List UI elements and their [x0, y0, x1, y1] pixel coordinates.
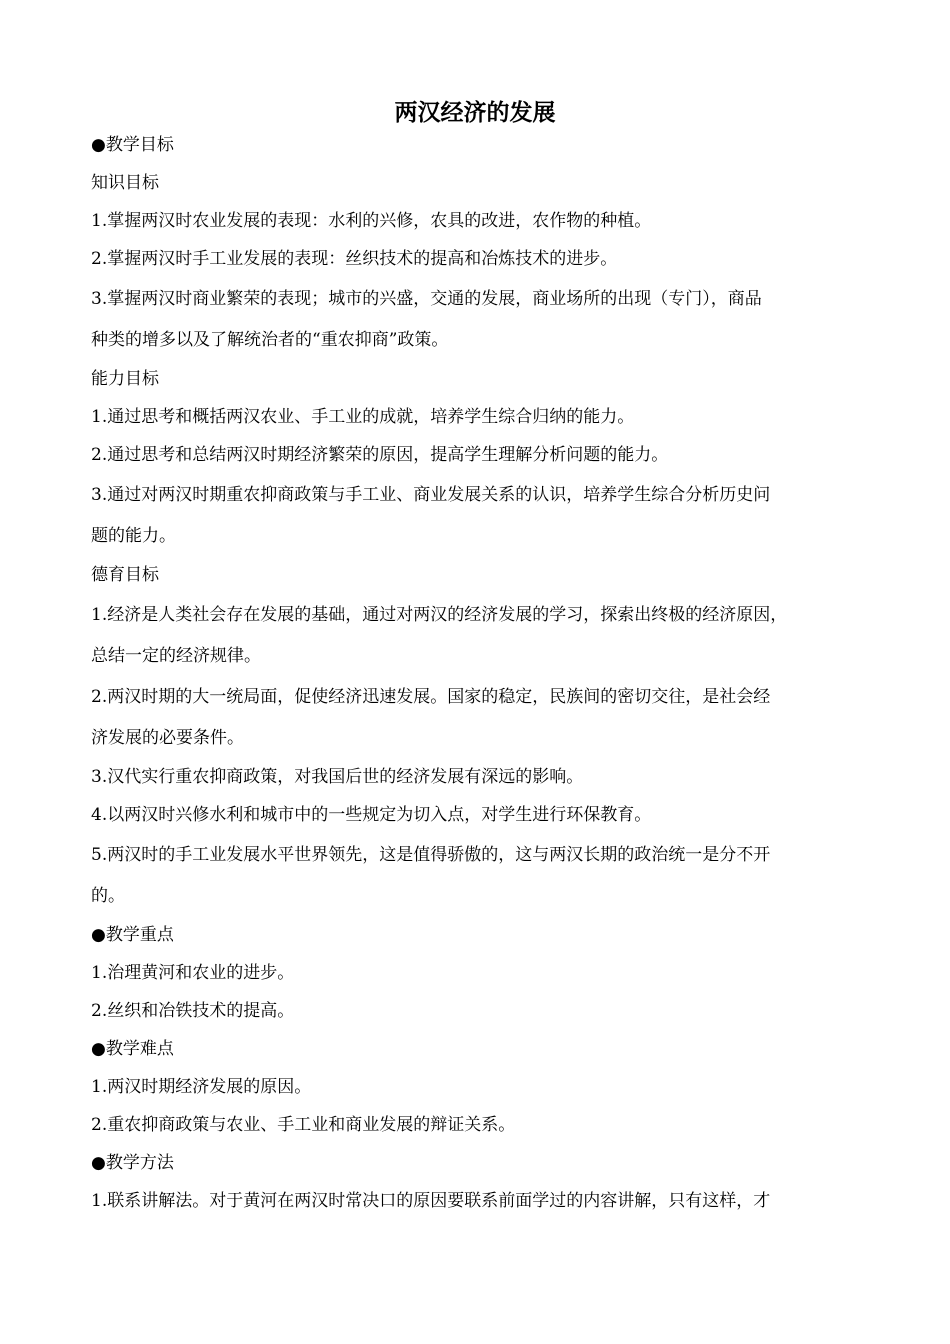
paragraph-line: 题的能力。	[91, 526, 176, 546]
document-title: 两汉经济的发展	[394, 100, 556, 126]
paragraph-line: 3.掌握两汉时商业繁荣的表现；城市的兴盛，交通的发展，商业场所的出现（专门），商品	[91, 289, 762, 309]
paragraph-line: 3.汉代实行重农抑商政策，对我国后世的经济发展有深远的影响。	[91, 767, 584, 787]
paragraph-line: 5.两汉时的手工业发展水平世界领先，这是值得骄傲的，这与两汉长期的政治统一是分不开	[91, 845, 771, 865]
paragraph-line: 的。	[91, 886, 125, 906]
paragraph-line: 1.掌握两汉时农业发展的表现：水利的兴修，农具的改进，农作物的种植。	[91, 211, 652, 231]
paragraph-line: 2.两汉时期的大一统局面，促使经济迅速发展。国家的稳定，民族间的密切交往，是社会经	[91, 687, 771, 707]
paragraph-line: 1.联系讲解法。对于黄河在两汉时常决口的原因要联系前面学过的内容讲解，只有这样，才	[91, 1191, 771, 1211]
paragraph-line: 总结一定的经济规律。	[91, 646, 261, 666]
paragraph-line: 3.通过对两汉时期重农抑商政策与手工业、商业发展关系的认识，培养学生综合分析历史问	[91, 485, 771, 505]
section-heading-difficulties: ●教学难点	[91, 1039, 174, 1059]
paragraph-line: 4.以两汉时兴修水利和城市中的一些规定为切入点，对学生进行环保教育。	[91, 805, 652, 825]
paragraph-line: 种类的增多以及了解统治者的“重农抑商”政策。	[91, 330, 449, 350]
paragraph-line: 1.治理黄河和农业的进步。	[91, 963, 295, 983]
paragraph-line: 1.通过思考和概括两汉农业、手工业的成就，培养学生综合归纳的能力。	[91, 407, 635, 427]
section-heading-teaching-goals: ●教学目标	[91, 135, 174, 155]
subheading-moral-goals: 德育目标	[91, 565, 159, 585]
subheading-knowledge-goals: 知识目标	[91, 173, 159, 193]
document-body	[91, 126, 871, 1220]
paragraph-line: 1.经济是人类社会存在发展的基础，通过对两汉的经济发展的学习，探索出终极的经济原因，	[91, 605, 788, 625]
section-heading-teaching-methods: ●教学方法	[91, 1153, 174, 1173]
section-heading-key-points: ●教学重点	[91, 925, 174, 945]
paragraph-line: 2.丝织和冶铁技术的提高。	[91, 1001, 295, 1021]
paragraph-line: 2.掌握两汉时手工业发展的表现：丝织技术的提高和冶炼技术的进步。	[91, 249, 618, 269]
subheading-ability-goals: 能力目标	[91, 369, 159, 389]
paragraph-line: 1.两汉时期经济发展的原因。	[91, 1077, 312, 1097]
paragraph-line: 2.重农抑商政策与农业、手工业和商业发展的辩证关系。	[91, 1115, 516, 1135]
paragraph-line: 济发展的必要条件。	[91, 728, 244, 748]
paragraph-line: 2.通过思考和总结两汉时期经济繁荣的原因，提高学生理解分析问题的能力。	[91, 445, 669, 465]
